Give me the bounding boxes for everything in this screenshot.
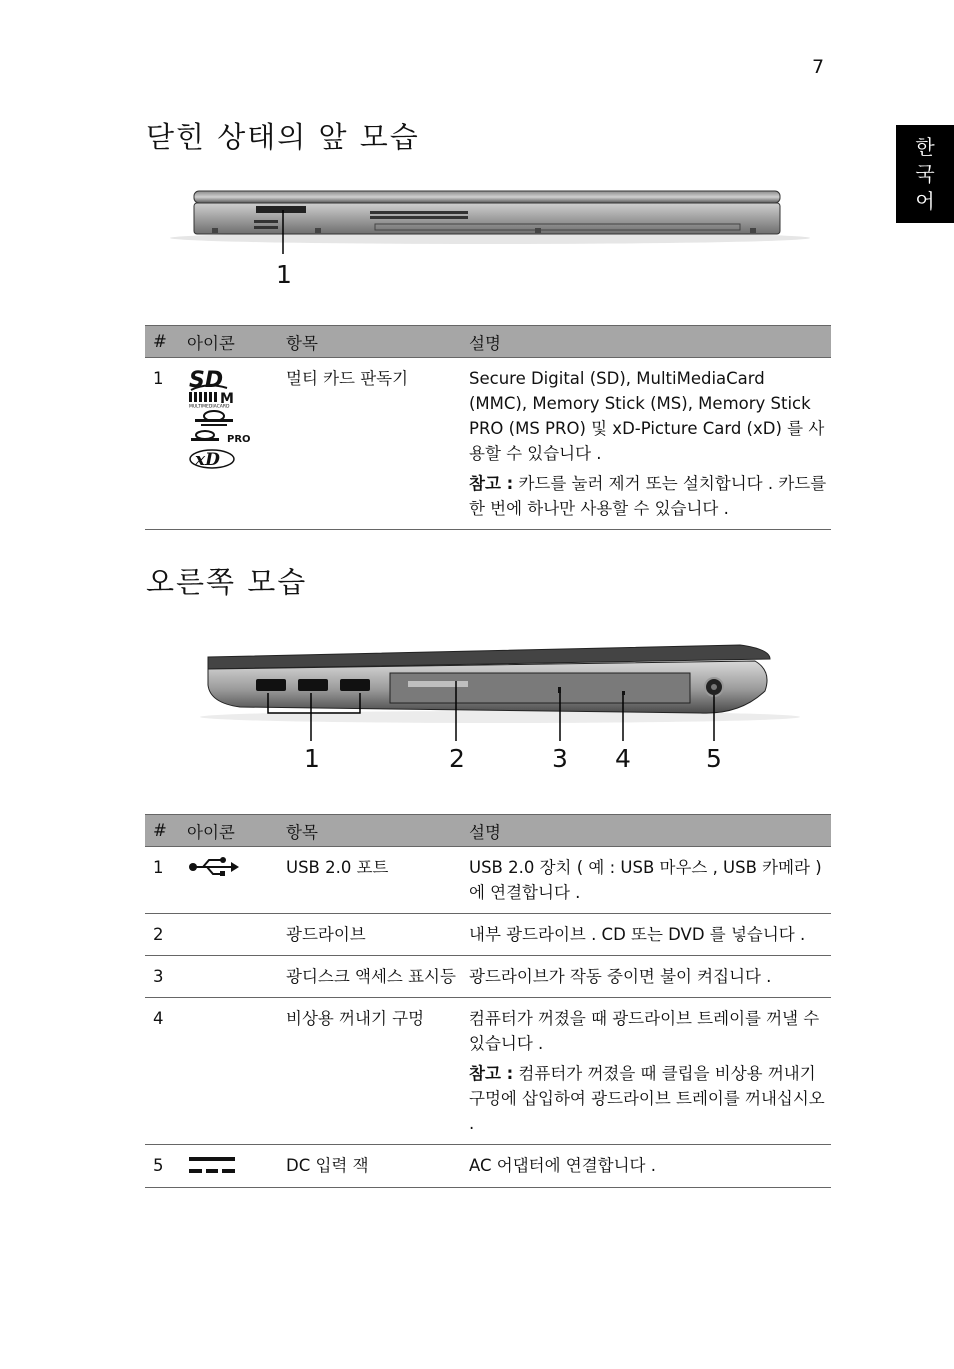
right-callout-2: 2 — [449, 744, 465, 773]
page-number: 7 — [812, 56, 825, 78]
header-description: 설명 — [461, 326, 831, 358]
table-row — [145, 1145, 831, 1188]
multimediacard-icon — [187, 392, 247, 408]
header-num: # — [145, 326, 179, 358]
memory-stick-icon — [187, 408, 247, 428]
row-description: AC 어댑터에 연결합니다 . — [461, 1145, 831, 1188]
right-callout-4: 4 — [615, 744, 631, 773]
header-item: 항목 — [278, 815, 461, 847]
memory-stick-pro-icon — [187, 428, 257, 446]
laptop-right-illustration — [180, 635, 820, 745]
header-item: 항목 — [278, 326, 461, 358]
svg-text:xD: xD — [195, 450, 220, 470]
row-num: 5 — [145, 1145, 179, 1188]
table-row — [145, 998, 831, 1145]
table-row — [145, 847, 831, 914]
language-tab-char: 한 — [915, 134, 935, 159]
header-num: # — [145, 815, 179, 847]
row-description: USB 2.0 장치 ( 예 : USB 마우스 , USB 카메라 ) 에 연결합니다 . — [461, 847, 831, 914]
sd-card-icon — [187, 366, 247, 392]
note-paragraph — [469, 1061, 827, 1136]
header-icon: 아이콘 — [179, 326, 278, 358]
header-description: 설명 — [461, 815, 831, 847]
right-view-title: 오른쪽 모습 — [146, 565, 308, 599]
laptop-front-illustration — [150, 180, 830, 290]
row-icon — [179, 956, 278, 998]
row-icon — [179, 1145, 278, 1188]
row-icon — [179, 998, 278, 1145]
row-num: 1 — [145, 358, 179, 530]
table-row — [145, 956, 831, 998]
row-item: 광드라이브 — [278, 914, 461, 956]
row-item: 광디스크 액세스 표시등 — [278, 956, 461, 998]
note-text: 카드를 눌러 제거 또는 설치합니다 . 카드를 한 번에 하나만 사용할 수 있습니다 . — [469, 474, 827, 518]
table-row — [145, 914, 831, 956]
row-item: 비상용 꺼내기 구멍 — [278, 998, 461, 1145]
right-callout-3: 3 — [552, 744, 568, 773]
right-callout-5: 5 — [706, 744, 722, 773]
description-text: 컴퓨터가 꺼졌을 때 광드라이브 트레이를 꺼낼 수 있습니다 . — [469, 1009, 820, 1053]
row-description: 내부 광드라이브 . CD 또는 DVD 를 넣습니다 . — [461, 914, 831, 956]
description-text: Secure Digital (SD), MultiMediaCard (MMC), Memory Stick (MS), Memory Stick PRO (MS PRO) 및 xD-Picture Card (xD) 를 사용할 수 있습니다 . — [469, 369, 825, 463]
language-tab-char: 국 — [915, 161, 935, 186]
row-num: 2 — [145, 914, 179, 956]
row-icon — [179, 847, 278, 914]
note-label: 참고 : — [469, 1064, 514, 1083]
row-description — [461, 358, 831, 530]
row-description — [461, 998, 831, 1145]
language-tab — [896, 125, 954, 223]
right-callout-1: 1 — [304, 744, 320, 773]
note-text: 컴퓨터가 꺼졌을 때 클립을 비상용 꺼내기 구멍에 삽입하여 광드라이브 트레이를 꺼내십시오 . — [469, 1064, 825, 1133]
row-item: DC 입력 잭 — [278, 1145, 461, 1188]
xd-picture-card-icon — [187, 446, 247, 472]
table-header-row — [145, 815, 831, 847]
row-icons — [179, 358, 278, 530]
row-description: 광드라이브가 작동 중이면 불이 켜집니다 . — [461, 956, 831, 998]
table-row — [145, 358, 831, 530]
right-view-table — [145, 814, 831, 1188]
note-label: 참고 : — [469, 474, 514, 493]
row-num: 3 — [145, 956, 179, 998]
svg-text:M: M — [220, 392, 234, 407]
svg-text:PRO: PRO — [227, 434, 251, 445]
row-num: 4 — [145, 998, 179, 1145]
dc-power-icon — [187, 1153, 239, 1179]
language-tab-char: 어 — [915, 188, 935, 213]
svg-text:MULTIMEDIACARD: MULTIMEDIACARD — [189, 404, 230, 408]
row-num: 1 — [145, 847, 179, 914]
note-paragraph — [469, 471, 827, 521]
header-icon: 아이콘 — [179, 815, 278, 847]
row-item: USB 2.0 포트 — [278, 847, 461, 914]
front-callout-1: 1 — [276, 260, 292, 289]
usb-icon — [187, 855, 243, 879]
row-item: 멀티 카드 판독기 — [278, 358, 461, 530]
front-view-title: 닫힌 상태의 앞 모습 — [146, 120, 420, 154]
front-view-table — [145, 325, 831, 530]
table-header-row — [145, 326, 831, 358]
svg-text:SD: SD — [189, 368, 224, 392]
row-icon — [179, 914, 278, 956]
